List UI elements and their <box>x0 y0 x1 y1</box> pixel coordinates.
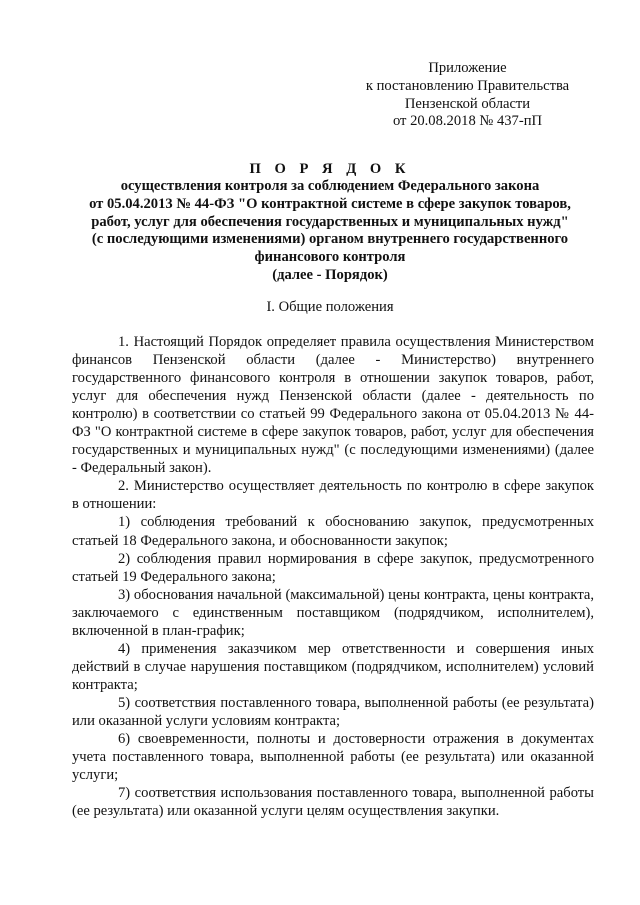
subtitle-line-3: работ, услуг для обеспечения государственных и муниципальных нужд" <box>91 213 569 230</box>
list-item-5: 5) соответствия поставленного товара, выполненной работы (ее результата) или оказанной услуги условиям контракта; <box>72 694 594 729</box>
subtitle-line-5: финансового контроля <box>254 249 406 266</box>
subtitle-line-6: (далее - Порядок) <box>272 266 388 283</box>
appendix-line-1: Приложение <box>428 60 507 76</box>
subtitle-line-1: осуществления контроля за соблюдением Федерального закона <box>120 178 540 194</box>
list-item-3: 3) обоснования начальной (максимальной) цены контракта, цены контракта, заключаемого с единственным поставщиком (подрядчиком, исполнителем), включенной в план-график; <box>72 586 594 639</box>
document-title: П О Р Я Д О К <box>249 161 411 177</box>
section-heading: I. Общие положения <box>266 299 394 315</box>
document-subtitle <box>60 178 600 285</box>
list-item-1: 1) соблюдения требований к обоснованию закупок, предусмотренных статьей 18 Федерального закона, и обоснованности закупок; <box>72 514 594 549</box>
list-item-2: 2) соблюдения правил нормирования в сфере закупок, предусмотренного статьей 19 Федерального закона; <box>72 550 594 585</box>
body-text <box>72 333 594 820</box>
list-item-4: 4) применения заказчиком мер ответственности и совершения иных действий в случае нарушения поставщиком (подрядчиком, исполнителем) условий контракта; <box>72 640 594 693</box>
appendix-line-4: от 20.08.2018 № 437-пП <box>392 113 543 130</box>
appendix-line-2: к постановлению Правительства <box>365 77 570 94</box>
appendix-line-3: Пензенской области <box>404 95 531 112</box>
paragraph-2: 2. Министерство осуществляет деятельность по контролю в сфере закупок в отношении: <box>72 478 594 513</box>
paragraph-1: 1. Настоящий Порядок определяет правила осуществления Министерством финансов Пензенской области (далее - Министерство) внутреннего государственного финансового контроля в отношении закупок товаров, работ, услуг для обеспечения нужд Пензенской области (далее - деятельность по контролю) в соответствии со статьей 99 Федерального закона от 05.04.2013 № 44-ФЗ "О контрактной системе в сфере закупок товаров, работ, услуг для обеспечения государственных и муниципальных нужд" (с последующими изменениями) (далее - Федеральный закон). <box>72 334 594 477</box>
list-item-7: 7) соответствия использования поставленного товара, выполненной работы (ее результата) или оказанной услуги целям осуществления закупки. <box>72 785 594 820</box>
list-item-6: 6) своевременности, полноты и достоверности отражения в документах учета поставленного товара, выполненной работы (ее результата) или оказанной услуги; <box>72 731 594 784</box>
subtitle-line-2: от 05.04.2013 № 44-ФЗ "О контрактной системе в сфере закупок товаров, <box>89 195 571 212</box>
subtitle-line-4: (с последующими изменениями) органом внутреннего государственного <box>91 231 569 248</box>
appendix-block <box>340 60 595 131</box>
